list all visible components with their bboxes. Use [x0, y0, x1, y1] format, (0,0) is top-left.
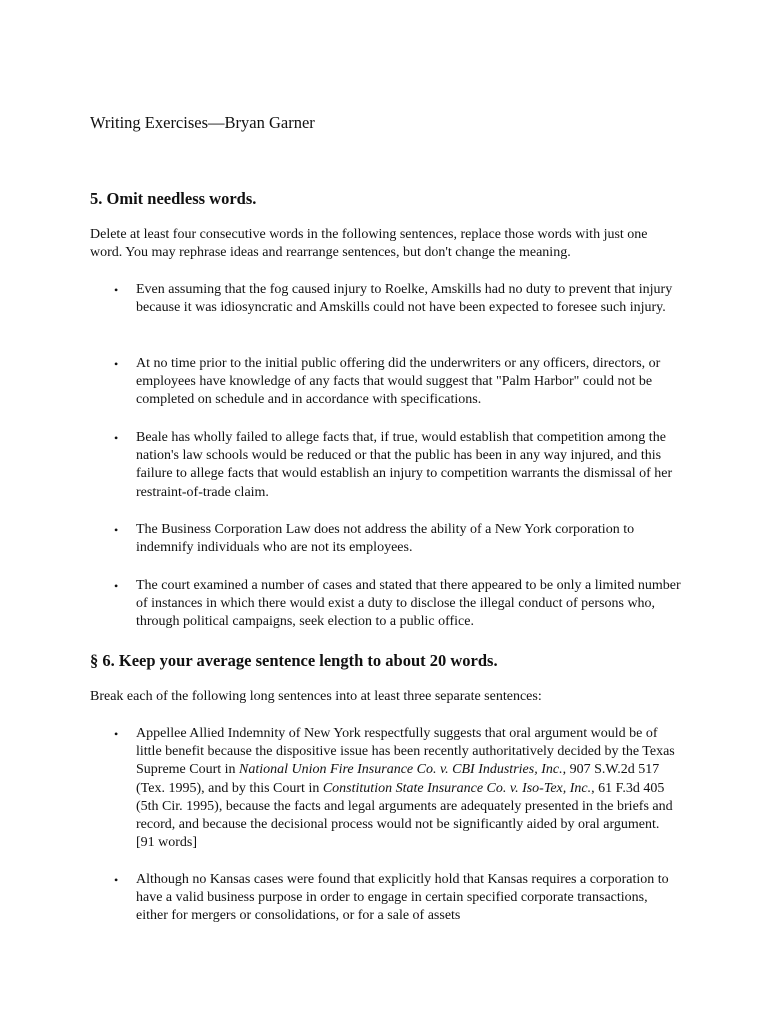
section-5-intro: Delete at least four consecutive words in the following sentences, replace those words with just one word. You may rephrase ideas and rearrange sentences, but don't change the meaning.	[90, 227, 648, 260]
section-5-heading: 5. Omit needless words.	[90, 189, 257, 208]
list-item-text: The court examined a number of cases and stated that there appeared to be only a limited number of instances in which there would exist a duty to disclose the illegal conduct of persons who, through political campaigns, seek election to a public office.	[136, 578, 681, 630]
bullet-icon: •	[114, 873, 119, 887]
text-run: , 61 F.3d 405 (5th Cir. 1995), because the facts and legal arguments are adequately presented in the briefs and record, and because the decisional process would not be significantly aided by oral argument. [91 words]	[136, 780, 673, 851]
list-item-text: Even assuming that the fog caused injury to Roelke, Amskills had no duty to prevent that injury because it was idiosyncratic and Amskills could not have been expected to foresee such injury.	[136, 282, 673, 316]
document-title: Writing Exercises—Bryan Garner	[90, 113, 315, 132]
section-6-intro: Break each of the following long sentences into at least three separate sentences:	[90, 689, 542, 704]
case-citation-italic: Constitution State Insurance Co. v. Iso-Tex, Inc.	[322, 780, 592, 796]
bullet-icon: •	[114, 357, 119, 371]
section-6-heading: § 6. Keep your average sentence length to about 20 words.	[90, 651, 498, 670]
bullet-icon: •	[114, 523, 119, 537]
list-item-text: The Business Corporation Law does not address the ability of a New York corporation to indemnify individuals who are not its employees.	[136, 522, 635, 556]
list-item-text	[136, 725, 681, 852]
bullet-icon: •	[114, 283, 119, 297]
list-item-text: Although no Kansas cases were found that explicitly hold that Kansas requires a corporation to have a valid business purpose in order to engage in certain specified corporate transactions, either for mergers or consolidations, or for a sale of assets	[136, 872, 669, 924]
text-run: Appellee Allied Indemnity of New York respectfully suggests that oral argument would be of little benefit because the dispositive issue has been recently authoritatively decided by the Texas Supreme Court in	[136, 726, 675, 778]
list-item-text: At no time prior to the initial public offering did the underwriters or any officers, directors, or employees have knowledge of any facts that would suggest that "Palm Harbor" could not be completed on schedule and in accordance with specifications.	[136, 356, 661, 408]
bullet-icon: •	[114, 431, 119, 445]
text-run: , 907 S.W.2d 517 (Tex. 1995), and by this Court in	[136, 762, 660, 796]
list-item-text: Beale has wholly failed to allege facts that, if true, would establish that competition among the nation's law schools would be reduced or that the public has been in any way injured, and this failure to allege facts that would establish an injury to competition warrants the dismissal of her restraint-of-trade claim.	[136, 430, 673, 500]
case-citation-italic: National Union Fire Insurance Co. v. CBI Industries, Inc.	[239, 762, 563, 778]
bullet-icon: •	[114, 727, 119, 741]
bullet-icon: •	[114, 579, 119, 593]
